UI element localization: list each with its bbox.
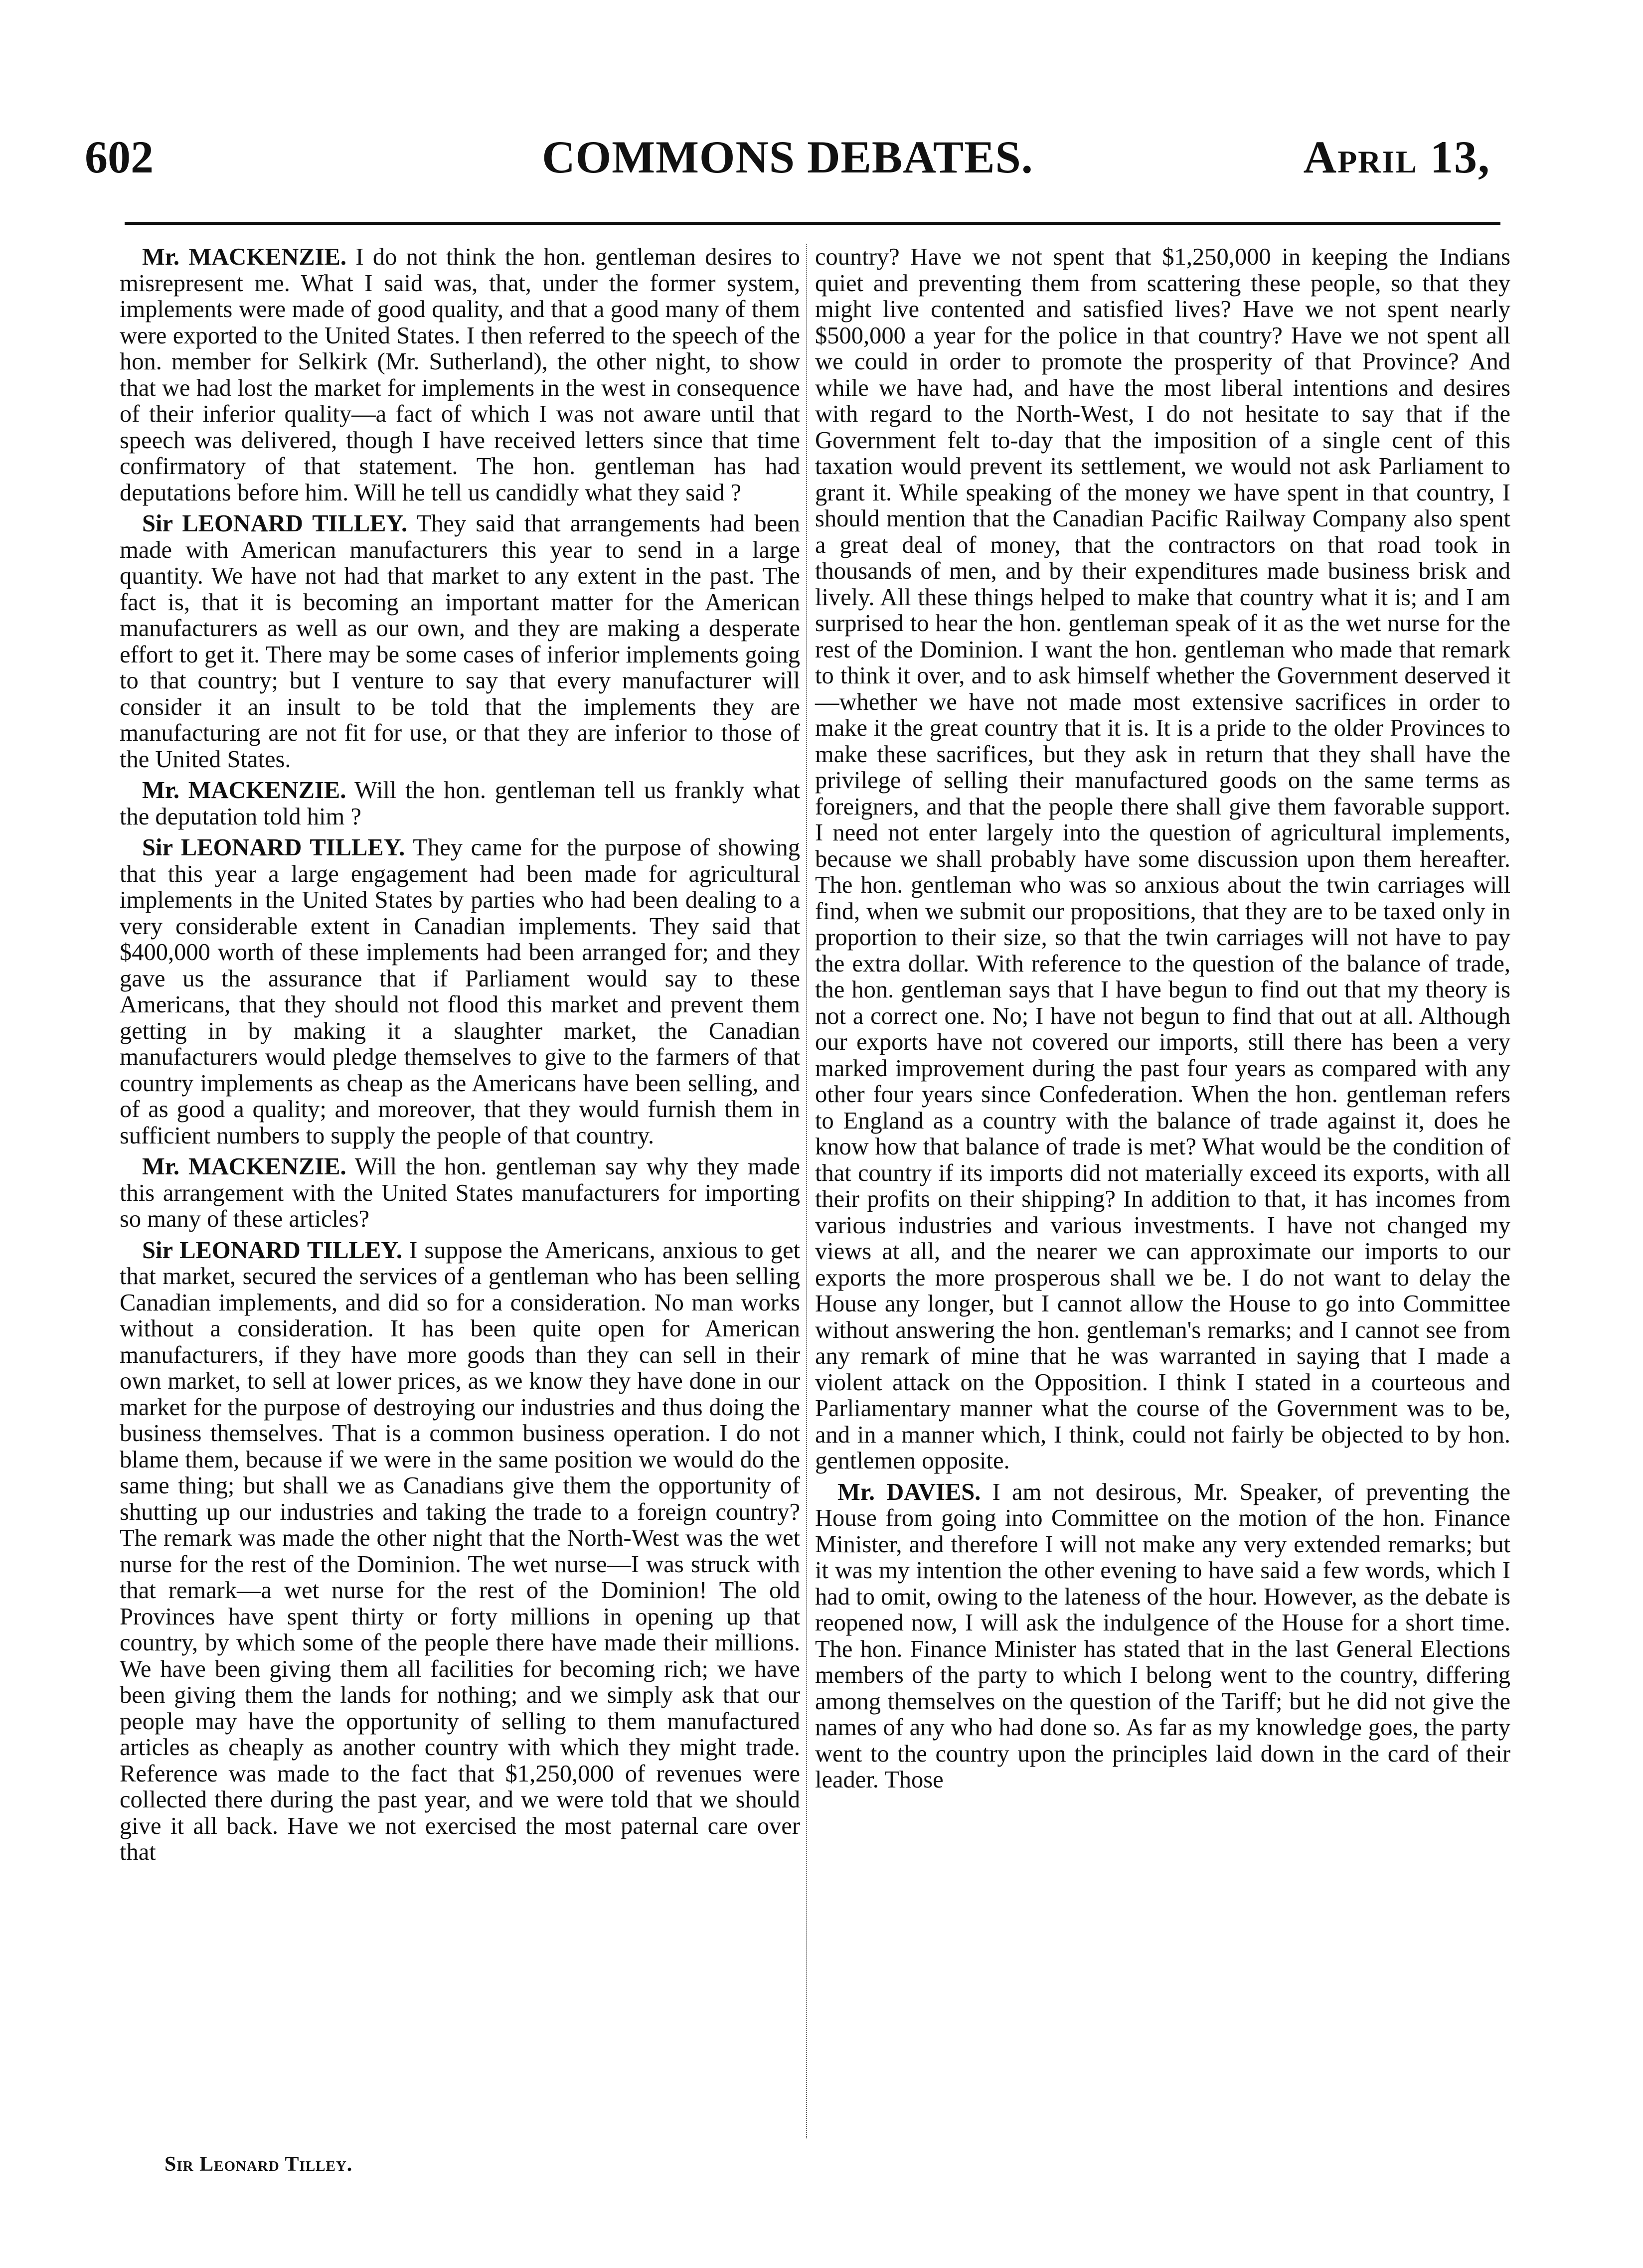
paragraph-text: They came for the purpose of showing that this year a large engagement had been made for agricultural implements in the United States by parties who had been dealing to a very considerable extent in Canadian implements. They said that $400,000 worth of these implements had been arranged for; and they gave us the assurance that if Parliament would say to these Americans, that they should not flood this market and prevent them getting in by making it a slaughter market, the Canadian manufacturers would pledge themselves to give to the farmers of that country implements as cheap as the Americans have been selling, and of as good a quality; and moreover, that they would furnish them in sufficient numbers to supply the people of that country. [120,834,801,1149]
page-date: April 13, [1303,132,1490,182]
paragraph-text: I suppose the Americans, anxious to get that market, secured the services of a gentleman who has been selling Canadian implements, and did so for a consideration. No man works without a consideration. It has been quite open for American manufacturers, if they have more goods than they can sell in their own market, to sell at lower prices, as we know they have done in our market for the purpose of destroying our industries and thus doing the business themselves. That is a common business operation. I do not blame them, because if we were in the same position we would do the same thing; but shall we as Canadians give them the opportunity of shutting up our industries and taking the trade to a foreign country? The remark was made the other night that the North-West was the wet nurse for the rest of the Dominion. The wet nurse—I was struck with that remark—a wet nurse for the rest of the Dominion! The old Provinces have spent thirty or forty millions in opening up that country, by which some of the people there have made their millions. We have been giving them all facilities for becoming rich; we have been giving them the lands for nothing; and we simply ask that our people may have the opportunity of selling to them manufactured articles as cheaply as another country with which they might trade. Reference was made to the fact that $1,250,000 of revenues were collected there during the past year, and we were told that we should give it all back. Have we not exercised the most paternal care over that [120,1237,801,1865]
left-column [120,244,800,1871]
speaker-name: Mr. MACKENZIE. [142,1153,346,1180]
paragraph [815,244,1510,1474]
paragraph [120,778,800,830]
right-column [815,244,1510,1798]
paragraph-text: They said that arrangements had been made with American manufacturers this year to send in a large quantity. We have not had that market to any extent in the past. The fact is, that it is becoming an important matter for the American manufacturers as well as our own, and they are making a desperate effort to get it. There may be some cases of inferior implements going to that country; but I venture to say that every manufacturer will consider it an insult to be told that the implements they are manufacturing are not fit for use, or that they are inferior to those of the United States. [120,510,800,773]
paragraph [120,244,800,506]
running-footer: Sir Leonard Tilley. [164,2153,353,2176]
column-divider [806,244,807,2138]
paragraph-text: country? Have we not spent that $1,250,000 in keeping the Indians quiet and preventing them from scattering these people, so that they might live contented and satisfied lives? Have we not spent nearly $500,000 a year for the police in that country? Have we not spent all we could in order to promote the prosperity of that Province? And while we have had, and have the most liberal intentions and desires with regard to the North-West, I do not hesitate to say that if the Government felt to-day that the imposition of a single cent of this taxation would prevent its settlement, we would not ask Parliament to grant it. While speaking of the money we have spent in that country, I should mention that the Canadian Pacific Railway Company also spent a great deal of money, that the contractors on that road took in thousands of men, and by their expenditures made business brisk and lively. All these things helped to make that country what it is; and I am surprised to hear the hon. gentleman speak of it as the wet nurse for the rest of the Dominion. I want the hon. gentleman who made that remark to think it over, and to ask himself whether the Government deserved it—whether we have not made most extensive sacrifices in order to make it the great country that it is. It is a pride to the older Provinces to make these sacrifices, but they ask in return that they shall have the privilege of selling their manufactured goods on the same terms as foreigners, and that the people there shall give them favorable support. I need not enter largely into the question of agricultural implements, because we shall probably have some discussion upon them hereafter. The hon. gentleman who was so anxious about the twin carriages will find, when we submit our propositions, that they are to be taxed only in proportion to their size, so that the twin carriages will not have to pay the extra dollar. With reference to the question of the balance of trade, the hon. gentleman says that I have begun to find out that my theory is not a correct one. No; I have not begun to find that out at all. Although our exports have not covered our imports, still there has been a very marked improvement during the past four years as compared with any other four years since Confederation. When the hon. gentleman refers to England as a country with the balance of trade against it, does he know how that balance of trade is met? What would be the condition of that country if its imports did not materially exceed its exports, with all their profits on their shipping? In addition to that, it has incomes from various industries and various investments. I have not changed my views at all, and the nearer we can approximate our imports to our exports the more prosperous shall we be. I do not want to delay the House any longer, but I cannot allow the House to go into Committee without answering the hon. gentleman's remarks; and I cannot see from any remark of mine that he was warranted in saying that I made a violent attack on the Opposition. I think I stated in a courteous and Parliamentary manner what the course of the Government was to be, and in a manner which, I think, could not fairly be objected to by hon. gentlemen opposite. [815,244,1510,1474]
speaker-name: Mr. MACKENZIE. [142,244,346,270]
paragraph-text: Will the hon. gentleman tell us frankly what the deputation told him ? [120,777,800,830]
paragraph-text: I do not think the hon. gentleman desires to misrepresent me. What I said was, that, under the former system, implements were made of good quality, and that a good many of them were exported to the United States. I then referred to the speech of the hon. member for Selkirk (Mr. Sutherland), the other night, to show that we had lost the market for implements in the west in consequence of their inferior quality—a fact of which I was not aware until that speech was delivered, though I have received letters since that time confirmatory of that statement. The hon. gentleman has had deputations before him. Will he tell us candidly what they said ? [120,244,800,506]
paragraph [120,1154,800,1233]
paragraph [815,1479,1510,1793]
page-number: 602 [85,132,154,182]
paragraph [120,835,800,1149]
speaker-name: Sir LEONARD TILLEY. [142,1237,402,1264]
speaker-name: Mr. DAVIES. [837,1478,981,1505]
page-title: COMMONS DEBATES. [542,132,1033,182]
page-header [85,120,1490,194]
speaker-name: Sir LEONARD TILLEY. [142,834,405,861]
paragraph [120,1238,800,1866]
paragraph [120,511,800,773]
speaker-name: Mr. MACKENZIE. [142,777,346,804]
paragraph-text: I am not desirous, Mr. Speaker, of preventing the House from going into Committee on the motion of the hon. Finance Minister, and therefore I will not make any very extended remarks; but it was my intention the other evening to have said a few words, which I had to omit, owing to the lateness of the hour. However, as the debate is reopened now, I will ask the indulgence of the House for a short time. The hon. Finance Minister has stated that in the last General Elections members of the party to which I belong went to the country, differing among themselves on the question of the Tariff; but he did not give the names of any who had done so. As far as my knowledge goes, the party went to the country upon the principles laid down in the card of their leader. Those [815,1478,1511,1793]
header-rule [125,222,1500,225]
paragraph-text: Will the hon. gentleman say why they made this arrangement with the United States manufacturers for importing so many of these articles? [120,1153,800,1232]
speaker-name: Sir LEONARD TILLEY. [142,510,408,537]
